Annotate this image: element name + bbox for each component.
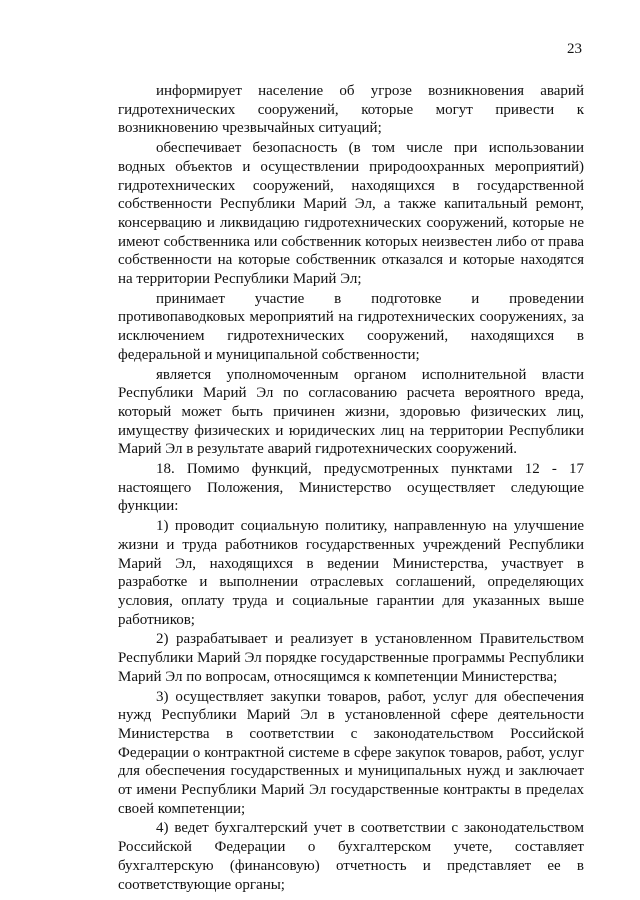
page-number: 23 bbox=[567, 41, 582, 57]
paragraph-flood-measures: принимает участие в подготовке и проведении противопаводковых мероприятий на гидротехнических сооружениях, за исключением гидротехнических сооружений, находящихся в федеральной и муниципальной собственности; bbox=[118, 290, 584, 363]
paragraph-subitem-4: 4) ведет бухгалтерский учет в соответствии с законодательством Российской Федерации о бухгалтерском учете, составляет бухгалтерскую (финансовую) отчетность и представляет ее в соответствующие органы; bbox=[118, 820, 584, 893]
paragraph-item-18: 18. Помимо функций, предусмотренных пунктами 12 - 17 настоящего Положения, Министерство осуществляет следующие функции: bbox=[118, 461, 584, 515]
paragraph-subitem-2: 2) разрабатывает и реализует в установленном Правительством Республики Марий Эл порядке государственные программы Республики Марий Эл по вопросам, относящимся к компетенции Министерства; bbox=[118, 631, 584, 685]
paragraph-ensure-safety: обеспечивает безопасность (в том числе при использовании водных объектов и осуществлении природоохранных мероприятий) гидротехнических сооружений, находящихся в государственной собственности Республики Марий Эл, а также капитальный ремонт, консервацию и ликвидацию гидротехнических сооружений, которые не имеют собственника или собственник которых неизвестен либо от права собственности на которые собственник отказался и которые находятся на территории Республики Марий Эл; bbox=[118, 140, 584, 288]
paragraph-subitem-1: 1) проводит социальную политику, направленную на улучшение жизни и труда работников государственных учреждений Республики Марий Эл, находящихся в ведении Министерства, участвует в разработке и выполнении отраслевых соглашений, определяющих условия, оплату труда и социальные гарантии для указанных выше работников; bbox=[118, 518, 584, 628]
body-text bbox=[118, 82, 584, 895]
paragraph-inform-population: информирует население об угрозе возникновения аварий гидротехнических сооружений, которые могут привести к возникновению чрезвычайных ситуаций; bbox=[118, 83, 584, 137]
paragraph-authorized-body: является уполномоченным органом исполнительной власти Республики Марий Эл по согласованию расчета вероятного вреда, который может быть причинен жизни, здоровью физических лиц, имуществу физических и юридических лиц на территории Республики Марий Эл в результате аварий гидротехнических сооружений. bbox=[118, 366, 584, 458]
paragraph-subitem-3: 3) осуществляет закупки товаров, работ, услуг для обеспечения нужд Республики Марий Эл в установленной сфере деятельности Министерства в соответствии с законодательством Российской Федерации о контрактной системе в сфере закупок товаров, работ, услуг для обеспечения государственных и муниципальных нужд и заключает от имени Республики Марий Эл государственные контракты в пределах своей компетенции; bbox=[118, 688, 584, 817]
